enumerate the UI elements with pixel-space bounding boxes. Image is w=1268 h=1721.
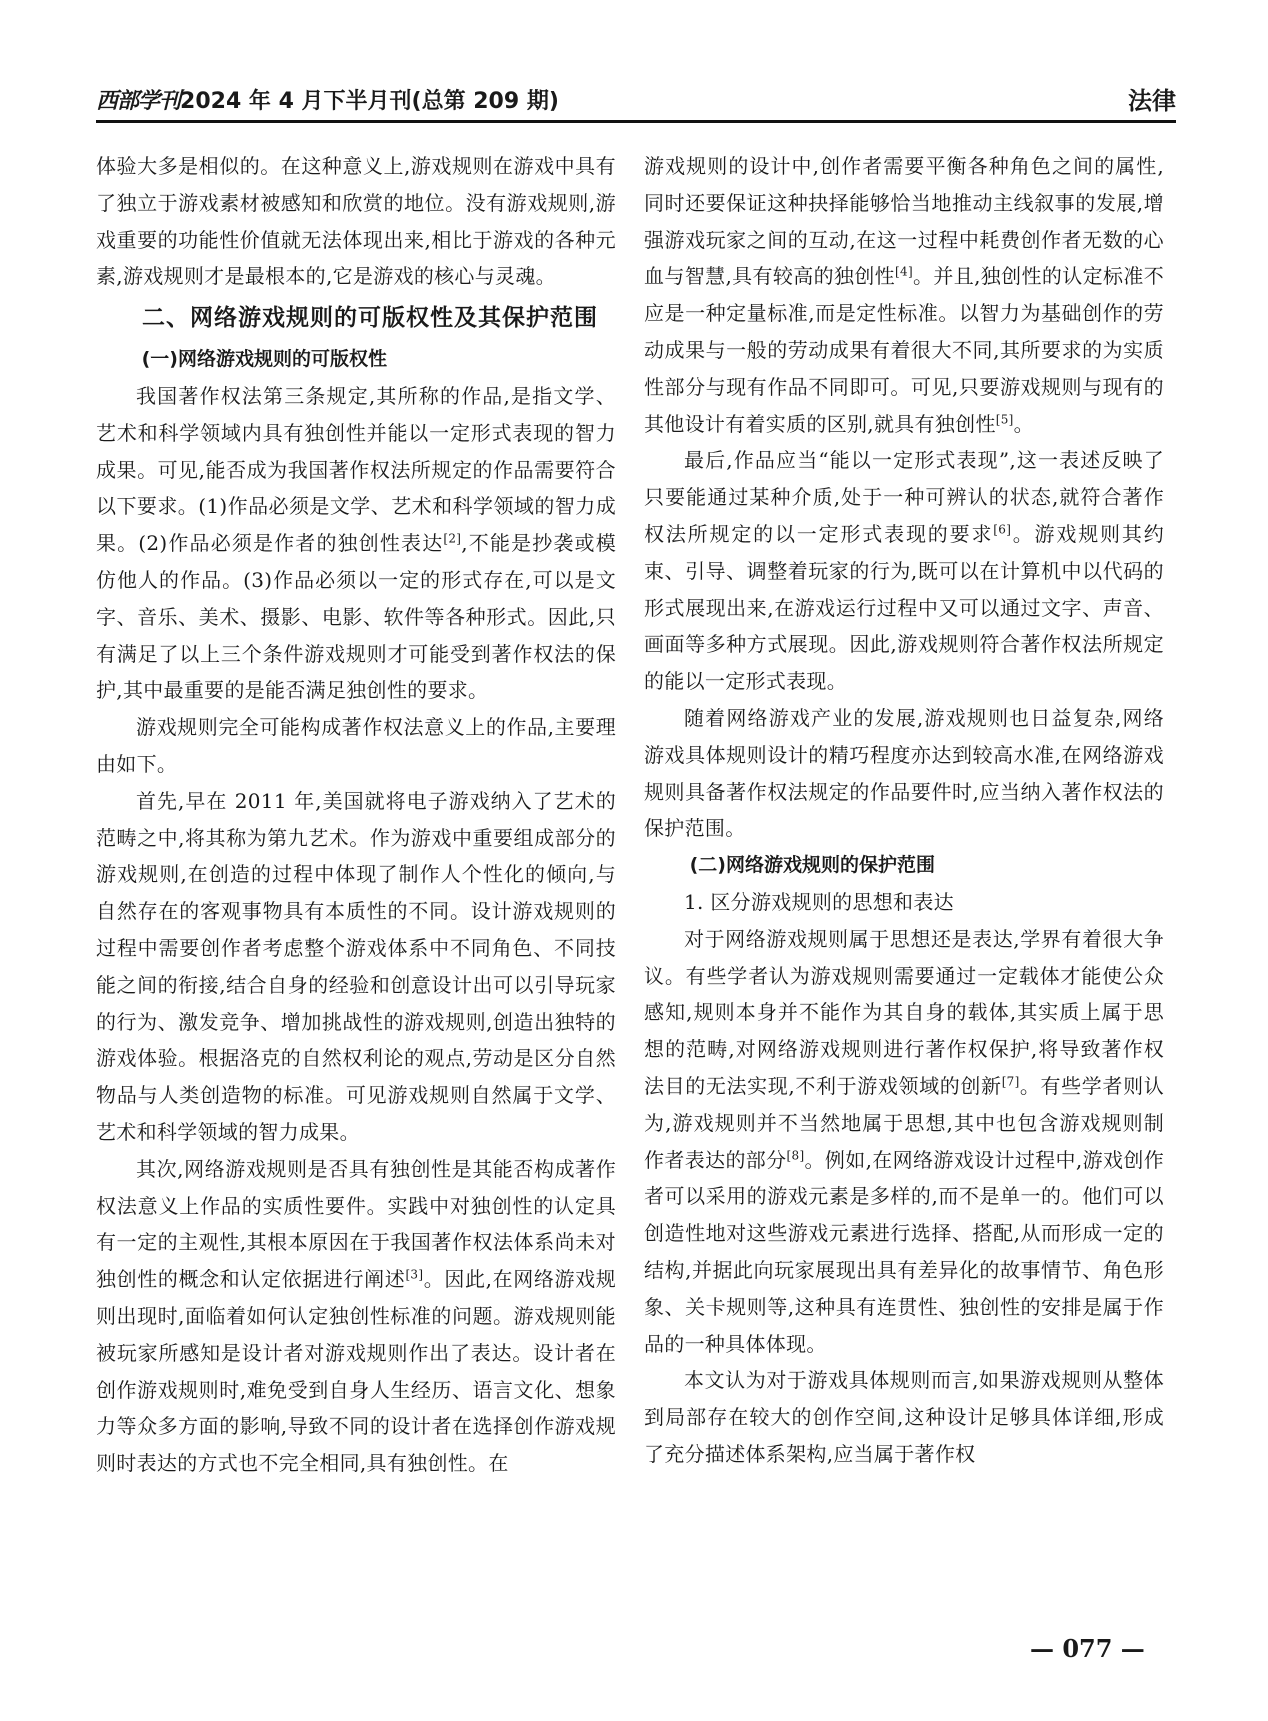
paragraph: 游戏规则的设计中,创作者需要平衡各种角色之间的属性,同时还要保证这种抉择能够恰当地推动主线叙事的发展,增强游戏玩家之间的互动,在这一过程中耗费创作者无数的心血与智慧,具有较高的独创性[4]。并且,独创性的认定标准不应是一种定量标准,而是定性标准。以智力为基础创作的劳动成果与一般的劳动成果有着很大不同,其所要求的为实质性部分与现有作品不同即可。可见,只要游戏规则与现有的其他设计有着实质的区别,就具有独创性[5]。	[644, 154, 1164, 436]
paragraph: 随着网络游戏产业的发展,游戏规则也日益复杂,网络游戏具体规则设计的精巧程度亦达到较高水准,在网络游戏规则具备著作权法规定的作品要件时,应当纳入著作权法的保护范围。	[644, 705, 1164, 841]
paragraph: 我国著作权法第三条规定,其所称的作品,是指文学、艺术和科学领域内具有独创性并能以一定形式表现的智力成果。可见,能否成为我国著作权法所规定的作品需要符合以下要求。(1)作品必须是文学、艺术和科学领域的智力成果。(2)作品必须是作者的独创性表达[2],不能是抄袭或模仿他人的作品。(3)作品必须以一定的形式存在,可以是文字、音乐、美术、摄影、电影、软件等各种形式。因此,只有满足了以上三个条件游戏规则才可能受到著作权法的保护,其中最重要的是能否满足独创性的要求。	[96, 383, 617, 703]
running-header	[96, 86, 1176, 123]
citation-ref: [3]	[405, 1267, 424, 1282]
page-number: — 077 —	[1030, 1634, 1145, 1663]
section-heading: 二、网络游戏规则的可版权性及其保护范围	[142, 305, 598, 332]
sub-subsection-heading: 1. 区分游戏规则的思想和表达	[684, 889, 954, 914]
citation-ref: [6]	[993, 522, 1012, 537]
citation-ref: [2]	[443, 531, 462, 546]
citation-ref: [4]	[895, 264, 913, 279]
paragraph: 对于网络游戏规则属于思想还是表达,学界有着很大争议。有些学者认为游戏规则需要通过一定载体才能使公众感知,规则本身并不能作为其自身的载体,其实质上属于思想的范畴,对网络游戏规则进行著作权保护,将导致著作权法目的无法实现,不利于游戏领域的创新[7]。有些学者则认为,游戏规则并不当然地属于思想,其中也包含游戏规则制作者表达的部分[8]。例如,在网络游戏设计过程中,游戏创作者可以采用的游戏元素是多样的,而不是单一的。他们可以创造性地对这些游戏元素进行选择、搭配,从而形成一定的结构,并据此向玩家展现出具有差异化的故事情节、角色形象、关卡规则等,这种具有连贯性、独创性的安排是属于作品的一种具体体现。	[644, 926, 1164, 1356]
paragraph: 最后,作品应当“能以一定形式表现”,这一表述反映了只要能通过某种介质,处于一种可辨认的状态,就符合著作权法所规定的以一定形式表现的要求[6]。游戏规则其约束、引导、调整着玩家的行为,既可以在计算机中以代码的形式展现出来,在游戏运行过程中又可以通过文字、声音、画面等多种方式展现。因此,游戏规则符合著作权法所规定的能以一定形式表现。	[644, 448, 1164, 694]
citation-ref: [5]	[995, 411, 1014, 426]
citation-ref: [7]	[1001, 1074, 1020, 1089]
paragraph: 本文认为对于游戏具体规则而言,如果游戏规则从整体到局部存在较大的创作空间,这种设计足够具体详细,形成了充分描述体系架构,应当属于著作权	[644, 1368, 1164, 1466]
subsection-heading: (二)网络游戏规则的保护范围	[689, 854, 935, 877]
journal-logo: 西部学刊	[96, 88, 181, 114]
paragraph: 其次,网络游戏规则是否具有独创性是其能否构成著作权法意义上作品的实质性要件。实践中对独创性的认定具有一定的主观性,其根本原因在于我国著作权法体系尚未对独创性的概念和认定依据进行阐述[3]。因此,在网络游戏规则出现时,面临着如何认定独创性标准的问题。游戏规则能被玩家所感知是设计者对游戏规则作出了表达。设计者在创作游戏规则时,难免受到自身人生经历、语言文化、想象力等众多方面的影响,导致不同的设计者在选择创作游戏规则时表达的方式也不完全相同,具有独创性。在	[96, 1156, 617, 1476]
paragraph: 首先,早在 2011 年,美国就将电子游戏纳入了艺术的范畴之中,将其称为第九艺术。作为游戏中重要组成部分的游戏规则,在创造的过程中体现了制作人个性化的倾向,与自然存在的客观事物具有本质性的不同。设计游戏规则的过程中需要创作者考虑整个游戏体系中不同角色、不同技能之间的衔接,结合自身的经验和创意设计出可以引导玩家的行为、激发竞争、增加挑战性的游戏规则,创造出独特的游戏体验。根据洛克的自然权利论的观点,劳动是区分自然物品与人类创造物的标准。可见游戏规则自然属于文学、艺术和科学领域的智力成果。	[96, 788, 616, 1144]
journal-title	[96, 86, 559, 117]
left-column	[96, 148, 616, 1482]
subsection-heading: (一)网络游戏规则的可版权性	[141, 348, 387, 371]
section-label: 法律	[1128, 87, 1176, 115]
issue-info: 2024 年 4 月下半月刊(总第 209 期)	[180, 89, 559, 114]
paragraph: 体验大多是相似的。在这种意义上,游戏规则在游戏中具有了独立于游戏素材被感知和欣赏的地位。没有游戏规则,游戏重要的功能性价值就无法体现出来,相比于游戏的各种元素,游戏规则才是最根本的,它是游戏的核心与灵魂。	[96, 154, 616, 289]
citation-ref: [8]	[786, 1147, 805, 1162]
right-column	[644, 148, 1164, 1473]
paragraph: 游戏规则完全可能构成著作权法意义上的作品,主要理由如下。	[96, 715, 616, 776]
